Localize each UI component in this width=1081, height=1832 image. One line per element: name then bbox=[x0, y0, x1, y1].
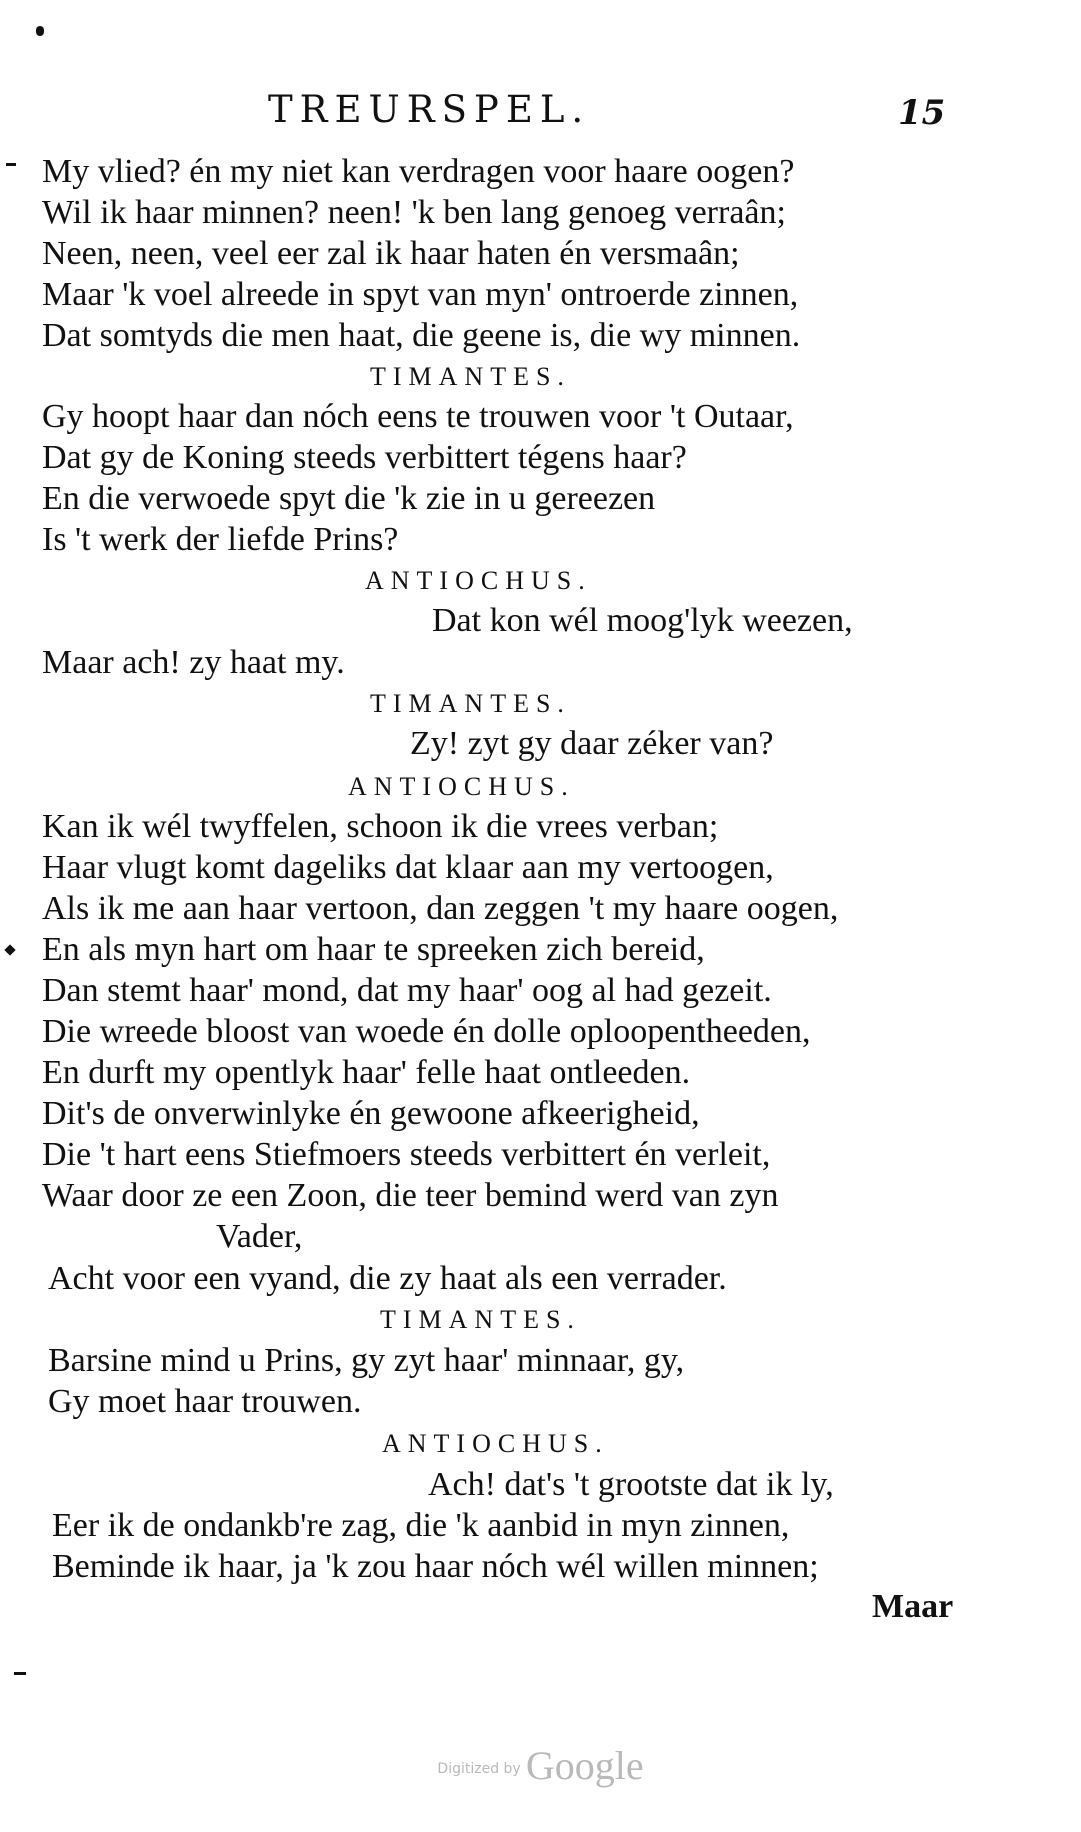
verse-line: Ach! dat's 't grootste dat ik ly, bbox=[428, 1466, 834, 1503]
verse-line: Gy moet haar trouwen. bbox=[48, 1383, 362, 1420]
margin-tick-mark bbox=[6, 163, 16, 166]
verse-line: Eer ik de ondankb're zag, die 'k aanbid in myn zinnen, bbox=[52, 1507, 790, 1544]
verse-line: Die wreede bloost van woede én dolle oploopentheeden, bbox=[42, 1013, 811, 1050]
google-logo: Google bbox=[525, 1743, 644, 1788]
verse-line: Maar 'k voel alreede in spyt van myn' ontroerde zinnen, bbox=[42, 276, 799, 313]
verse-line: Als ik me aan haar vertoon, dan zeggen 't my haare oogen, bbox=[42, 890, 839, 927]
verse-line: Die 't hart eens Stiefmoers steeds verbittert én verleit, bbox=[42, 1136, 771, 1173]
verse-line: Waar door ze een Zoon, die teer bemind werd van zyn bbox=[42, 1177, 779, 1214]
verse-line: Acht voor een vyand, die zy haat als een verrader. bbox=[48, 1260, 727, 1297]
page-number: 15 bbox=[898, 93, 946, 133]
speaker-heading: TIMANTES. bbox=[380, 1305, 581, 1334]
verse-line: Dit's de onverwinlyke én gewoone afkeerigheid, bbox=[42, 1095, 700, 1132]
verse-line: Dat gy de Koning steeds verbittert tégens haar? bbox=[42, 439, 687, 476]
running-title: TREURSPEL. bbox=[268, 88, 591, 131]
verse-line: Zy! zyt gy daar zéker van? bbox=[410, 725, 774, 762]
verse-line: Dat kon wél moog'lyk weezen, bbox=[432, 602, 853, 639]
verse-line: Haar vlugt komt dageliks dat klaar aan my vertoogen, bbox=[42, 849, 774, 886]
digitized-by-text: Digitized by bbox=[437, 1761, 521, 1777]
speaker-heading: TIMANTES. bbox=[370, 362, 571, 391]
verse-line: Gy hoopt haar dan nóch eens te trouwen voor 't Outaar, bbox=[42, 398, 794, 435]
verse-line: Beminde ik haar, ja 'k zou haar nóch wél willen minnen; bbox=[52, 1548, 819, 1585]
speaker-heading: TIMANTES. bbox=[370, 689, 571, 718]
verse-line: My vlied? én my niet kan verdragen voor haare oogen? bbox=[42, 153, 795, 190]
verse-line: Wil ik haar minnen? neen! 'k ben lang genoeg verraân; bbox=[42, 194, 786, 231]
verse-line: Neen, neen, veel eer zal ik haar haten én versmaân; bbox=[42, 235, 740, 272]
verse-line: Is 't werk der liefde Prins? bbox=[42, 521, 399, 558]
verse-line: Vader, bbox=[216, 1218, 303, 1255]
verse-line: En die verwoede spyt die 'k zie in u gereezen bbox=[42, 480, 656, 517]
digitized-watermark bbox=[0, 1742, 1081, 1789]
verse-line: En durft my opentlyk haar' felle haat ontleeden. bbox=[42, 1054, 691, 1091]
verse-line: Dan stemt haar' mond, dat my haar' oog al had gezeit. bbox=[42, 972, 772, 1009]
verse-line: Barsine mind u Prins, gy zyt haar' minnaar, gy, bbox=[48, 1342, 685, 1379]
speaker-heading: ANTIOCHUS. bbox=[382, 1429, 609, 1458]
margin-tick-mark bbox=[14, 1672, 26, 1675]
catchword: Maar bbox=[872, 1588, 954, 1625]
speaker-heading: ANTIOCHUS. bbox=[365, 566, 592, 595]
margin-dot-mark bbox=[36, 26, 44, 36]
verse-line: Kan ik wél twyffelen, schoon ik die vrees verban; bbox=[42, 808, 719, 845]
verse-line: En als myn hart om haar te spreeken zich bereid, bbox=[42, 931, 705, 968]
verse-line: Maar ach! zy haat my. bbox=[42, 644, 345, 681]
speaker-heading: ANTIOCHUS. bbox=[348, 772, 575, 801]
verse-line: Dat somtyds die men haat, die geene is, die wy minnen. bbox=[42, 317, 801, 354]
margin-arrow-mark bbox=[4, 944, 15, 955]
